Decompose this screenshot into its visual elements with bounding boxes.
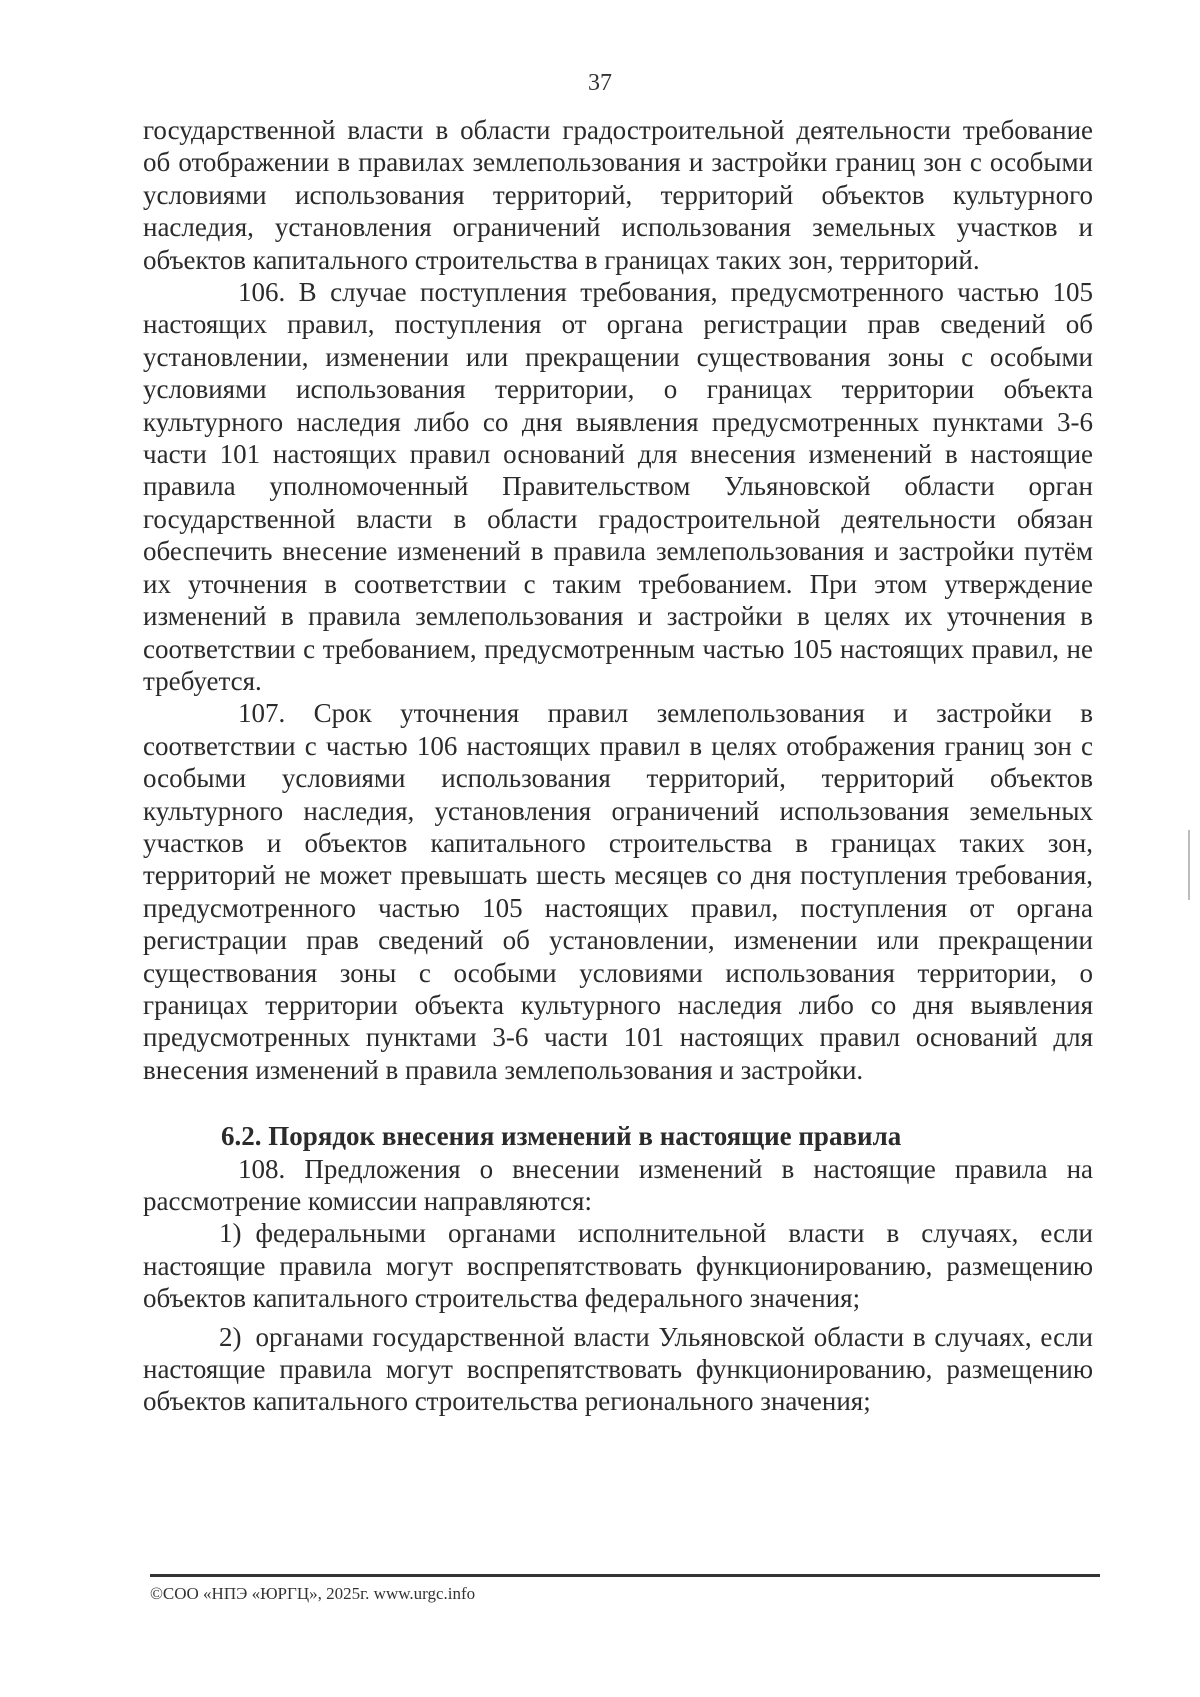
footer-divider (150, 1574, 1100, 1577)
paragraph-108: 108. Предложения о внесении изменений в настоящие правила на рассмотрение комиссии направляются: (143, 1153, 1093, 1216)
page-number: 37 (588, 70, 612, 96)
paragraph-106: 106. В случае поступления требования, предусмотренного частью 105 настоящих правил, поступления от органа регистрации прав сведений об установлении, изменении или прекращении существования зоны с особыми условиями использования территории, о границах территории объекта культурного наследия либо со дня выявления предусмотренных пунктами 3-6 части 101 настоящих правил оснований для внесения изменений в настоящие правила уполномоченный Правительством Ульяновской области орган государственной власти в области градостроительной деятельности обязан обеспечить внесение изменений в правила землепользования и застройки путём их уточнения в соответствии с таким требованием. При этом утверждение изменений в правила землепользования и застройки в целях их уточнения в соответствии с требованием, предусмотренным частью 105 настоящих правил, не требуется. (143, 277, 1093, 696)
document-body (143, 114, 1093, 1418)
list-item-text: федеральными органами исполнительной власти в случаях, если настоящие правила могут воспрепятствовать функционированию, размещению объектов капитального строительства федерального значения; (143, 1218, 1093, 1314)
footer-copyright: ©СОО «НПЭ «ЮРГЦ», 2025г. www.urgc.info (150, 1584, 476, 1603)
scan-artifact (1188, 830, 1190, 900)
list-item-number: 1) (219, 1218, 242, 1249)
paragraph-continuation: государственной власти в области градостроительной деятельности требование об отображении в правилах землепользования и застройки границ зон с особыми условиями использования территорий, территорий объектов культурного наследия, установления ограничений использования земельных участков и объектов капитального строительства в границах таких зон, территорий. (143, 115, 1093, 275)
paragraph-107: 107. Срок уточнения правил землепользования и застройки в соответствии с частью 106 настоящих правил в целях отображения границ зон с особыми условиями использования территорий, территорий объектов культурного наследия, установления ограничений использования земельных участков и объектов капитального строительства в границах таких зон, территорий не может превышать шесть месяцев со дня поступления требования, предусмотренного частью 105 настоящих правил, поступления от органа регистрации прав сведений об установлении, изменении или прекращении существования зоны с особыми условиями использования территории, о границах территории объекта культурного наследия либо со дня выявления предусмотренных пунктами 3-6 части 101 настоящих правил оснований для внесения изменений в правила землепользования и застройки. (143, 698, 1093, 1085)
section-heading: 6.2. Порядок внесения изменений в настоящие правила (221, 1121, 902, 1152)
list-item-number: 2) (219, 1321, 242, 1352)
list-item-text: органами государственной власти Ульяновской области в случаях, если настоящие правила могут воспрепятствовать функционированию, размещению объектов капитального строительства регионального значения; (143, 1321, 1093, 1417)
list-item-1 (143, 1217, 1093, 1314)
list-item-2 (143, 1321, 1093, 1418)
